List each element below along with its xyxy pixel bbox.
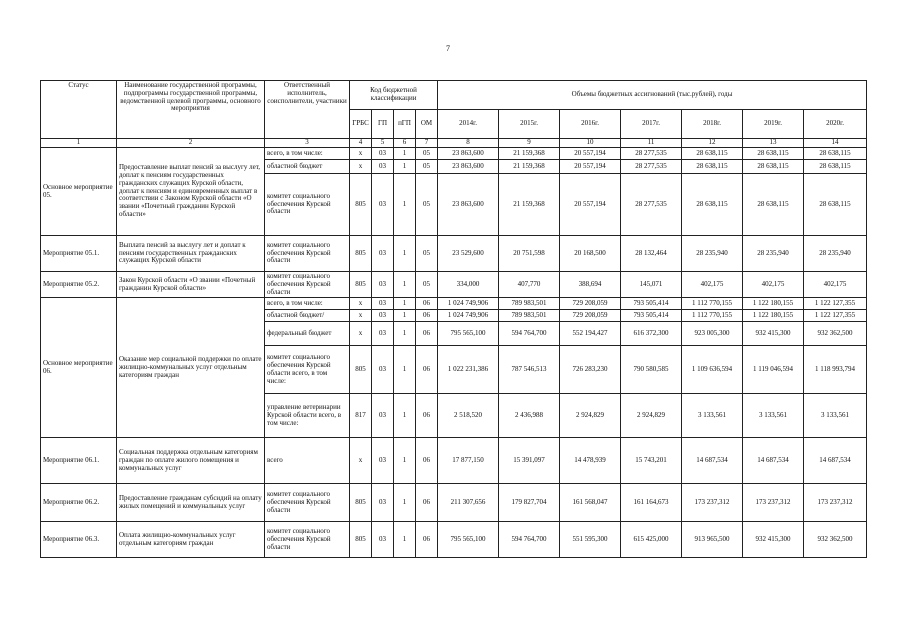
- cell-amount: 1 119 046,594: [743, 346, 804, 394]
- column-number: 8: [438, 139, 499, 148]
- cell-amount: 407,770: [499, 272, 560, 298]
- cell-amount: 913 965,500: [682, 522, 743, 558]
- cell-amount: 14 687,534: [743, 438, 804, 484]
- cell-amount: 616 372,300: [621, 322, 682, 346]
- cell-amount: 1 112 770,155: [682, 298, 743, 310]
- cell-om: 06: [416, 394, 438, 438]
- cell-pgp: 1: [394, 310, 416, 322]
- row-responsible: областной бюджет/: [265, 310, 350, 322]
- cell-amount: 28 638,115: [804, 148, 867, 160]
- header-year: 2019г.: [743, 110, 804, 139]
- cell-amount: 173 237,312: [804, 484, 867, 522]
- row-name: Предоставление выплат пенсий за выслугу лет, доплат к пенсиям государственных гражданских служащих Курской области, доплат к пенсиям и единовременных выплат в соответствии с Законом Курской области «О звании «Почетный гражданин Курской области»: [117, 148, 265, 236]
- cell-amount: 2 436,988: [499, 394, 560, 438]
- column-number: 13: [743, 139, 804, 148]
- column-number: 5: [372, 139, 394, 148]
- cell-om: 05: [416, 148, 438, 160]
- column-number: 2: [117, 139, 265, 148]
- cell-amount: 28 638,115: [682, 160, 743, 174]
- table-row: [41, 298, 867, 310]
- cell-amount: 789 983,501: [499, 298, 560, 310]
- cell-gp: 03: [372, 522, 394, 558]
- cell-amount: 334,000: [438, 272, 499, 298]
- cell-om: 06: [416, 438, 438, 484]
- cell-om: 06: [416, 522, 438, 558]
- row-status: Мероприятие 06.3.: [41, 522, 117, 558]
- column-number: 6: [394, 139, 416, 148]
- cell-amount: 729 208,059: [560, 298, 621, 310]
- cell-om: 05: [416, 174, 438, 236]
- cell-gp: 03: [372, 322, 394, 346]
- cell-amount: 14 478,939: [560, 438, 621, 484]
- cell-amount: 1 022 231,386: [438, 346, 499, 394]
- cell-amount: 161 568,047: [560, 484, 621, 522]
- table-row: [41, 148, 867, 160]
- cell-amount: 28 638,115: [743, 160, 804, 174]
- cell-pgp: 1: [394, 346, 416, 394]
- column-number: 10: [560, 139, 621, 148]
- row-responsible: всего, в том числе:: [265, 148, 350, 160]
- column-number: 3: [265, 139, 350, 148]
- cell-amount: 932 415,300: [743, 522, 804, 558]
- column-number: 9: [499, 139, 560, 148]
- cell-amount: 14 687,534: [682, 438, 743, 484]
- cell-amount: 15 743,201: [621, 438, 682, 484]
- cell-amount: 1 122 127,355: [804, 310, 867, 322]
- column-number: 4: [350, 139, 372, 148]
- cell-amount: 23 863,600: [438, 148, 499, 160]
- cell-gp: 03: [372, 346, 394, 394]
- cell-gp: 03: [372, 148, 394, 160]
- header-year: 2014г.: [438, 110, 499, 139]
- row-status: Основное мероприятие 06.: [41, 298, 117, 438]
- cell-gp: 03: [372, 160, 394, 174]
- cell-amount: 1 024 749,906: [438, 310, 499, 322]
- header-gp: ГП: [372, 110, 394, 139]
- cell-amount: 28 638,115: [682, 148, 743, 160]
- cell-amount: 1 118 993,794: [804, 346, 867, 394]
- cell-amount: 2 924,829: [560, 394, 621, 438]
- cell-amount: 615 425,000: [621, 522, 682, 558]
- cell-grbs: 817: [350, 394, 372, 438]
- cell-pgp: 1: [394, 160, 416, 174]
- row-responsible: всего, в том числе:: [265, 298, 350, 310]
- cell-amount: 20 751,598: [499, 236, 560, 272]
- page-number: 7: [446, 44, 450, 53]
- cell-amount: 21 159,368: [499, 160, 560, 174]
- header-grbs: ГРБС: [350, 110, 372, 139]
- cell-amount: 1 109 636,594: [682, 346, 743, 394]
- cell-amount: 28 638,115: [804, 160, 867, 174]
- cell-amount: 23 529,600: [438, 236, 499, 272]
- cell-amount: 28 277,535: [621, 160, 682, 174]
- cell-amount: 20 168,500: [560, 236, 621, 272]
- header-pgp: пГП: [394, 110, 416, 139]
- cell-gp: 03: [372, 236, 394, 272]
- cell-amount: 552 194,427: [560, 322, 621, 346]
- cell-amount: 17 877,150: [438, 438, 499, 484]
- cell-grbs: х: [350, 438, 372, 484]
- cell-amount: 932 362,500: [804, 322, 867, 346]
- cell-amount: 23 863,600: [438, 160, 499, 174]
- row-responsible: всего: [265, 438, 350, 484]
- cell-om: 06: [416, 322, 438, 346]
- cell-pgp: 1: [394, 438, 416, 484]
- header-name: Наименование государственной программы, подпрограммы государственной программы, ведомственной целевой программы, основного мероприятия: [117, 81, 265, 139]
- budget-table: [40, 80, 867, 558]
- cell-pgp: 1: [394, 522, 416, 558]
- cell-om: 05: [416, 272, 438, 298]
- cell-amount: 3 133,561: [804, 394, 867, 438]
- cell-amount: 793 505,414: [621, 298, 682, 310]
- cell-amount: 21 159,368: [499, 148, 560, 160]
- cell-grbs: 805: [350, 484, 372, 522]
- cell-amount: 594 764,700: [499, 322, 560, 346]
- column-numbers-row: [41, 139, 867, 148]
- cell-amount: 726 283,230: [560, 346, 621, 394]
- row-responsible: федеральный бюджет: [265, 322, 350, 346]
- cell-amount: 28 638,115: [743, 148, 804, 160]
- row-status: Мероприятие 05.2.: [41, 272, 117, 298]
- cell-grbs: х: [350, 310, 372, 322]
- row-responsible: комитет социального обеспечения Курской области: [265, 484, 350, 522]
- header-budget-code: Код бюджетной классификации: [350, 81, 438, 110]
- cell-amount: 20 557,194: [560, 148, 621, 160]
- cell-amount: 20 557,194: [560, 174, 621, 236]
- header-year: 2020г.: [804, 110, 867, 139]
- cell-amount: 14 687,534: [804, 438, 867, 484]
- row-name: Закон Курской области «О звании «Почетный гражданин Курской области»: [117, 272, 265, 298]
- row-name: Социальная поддержка отдельным категориям граждан по оплате жилого помещения и коммунальных услуг: [117, 438, 265, 484]
- table-row: [41, 272, 867, 298]
- cell-pgp: 1: [394, 322, 416, 346]
- cell-amount: 2 518,520: [438, 394, 499, 438]
- cell-amount: 1 122 180,155: [743, 298, 804, 310]
- cell-amount: 173 237,312: [682, 484, 743, 522]
- cell-grbs: 805: [350, 522, 372, 558]
- row-responsible: комитет социального обеспечения Курской области: [265, 522, 350, 558]
- cell-amount: 211 307,656: [438, 484, 499, 522]
- column-number: 12: [682, 139, 743, 148]
- cell-gp: 03: [372, 484, 394, 522]
- cell-gp: 03: [372, 174, 394, 236]
- cell-amount: 145,071: [621, 272, 682, 298]
- cell-amount: 15 391,097: [499, 438, 560, 484]
- cell-amount: 729 208,059: [560, 310, 621, 322]
- cell-amount: 932 362,500: [804, 522, 867, 558]
- table-body: [41, 148, 867, 558]
- row-name: Оплата жилищно-коммунальных услуг отдельным категориям граждан: [117, 522, 265, 558]
- row-status: Мероприятие 06.1.: [41, 438, 117, 484]
- cell-amount: 21 159,368: [499, 174, 560, 236]
- table-row: [41, 236, 867, 272]
- cell-amount: 402,175: [682, 272, 743, 298]
- row-responsible: областной бюджет: [265, 160, 350, 174]
- column-number: 7: [416, 139, 438, 148]
- cell-amount: 787 546,513: [499, 346, 560, 394]
- row-name: Оказание мер социальной поддержки по оплате жилищно-коммунальных услуг отдельным категориям граждан: [117, 298, 265, 438]
- cell-om: 06: [416, 484, 438, 522]
- cell-amount: 173 237,312: [743, 484, 804, 522]
- cell-amount: 932 415,300: [743, 322, 804, 346]
- cell-amount: 793 505,414: [621, 310, 682, 322]
- row-responsible: управление ветеринарии Курской области всего, в том числе:: [265, 394, 350, 438]
- cell-gp: 03: [372, 298, 394, 310]
- row-name: Предоставление гражданам субсидий на оплату жилых помещений и коммунальных услуг: [117, 484, 265, 522]
- cell-grbs: 805: [350, 236, 372, 272]
- cell-amount: 28 235,940: [682, 236, 743, 272]
- cell-pgp: 1: [394, 394, 416, 438]
- cell-pgp: 1: [394, 236, 416, 272]
- header-year: 2016г.: [560, 110, 621, 139]
- row-responsible: комитет социального обеспечения Курской области: [265, 236, 350, 272]
- cell-amount: 28 277,535: [621, 148, 682, 160]
- row-status: Мероприятие 05.1.: [41, 236, 117, 272]
- cell-amount: 3 133,561: [682, 394, 743, 438]
- column-number: 1: [41, 139, 117, 148]
- cell-pgp: 1: [394, 484, 416, 522]
- cell-amount: 388,694: [560, 272, 621, 298]
- cell-om: 06: [416, 346, 438, 394]
- cell-amount: 23 863,600: [438, 174, 499, 236]
- header-year: 2017г.: [621, 110, 682, 139]
- cell-amount: 789 983,501: [499, 310, 560, 322]
- cell-amount: 551 595,300: [560, 522, 621, 558]
- cell-om: 06: [416, 310, 438, 322]
- header-year: 2015г.: [499, 110, 560, 139]
- cell-amount: 28 277,535: [621, 174, 682, 236]
- cell-amount: 1 112 770,155: [682, 310, 743, 322]
- row-responsible: комитет социального обеспечения Курской области: [265, 174, 350, 236]
- cell-amount: 3 133,561: [743, 394, 804, 438]
- cell-gp: 03: [372, 394, 394, 438]
- cell-pgp: 1: [394, 272, 416, 298]
- cell-grbs: х: [350, 298, 372, 310]
- cell-gp: 03: [372, 310, 394, 322]
- cell-pgp: 1: [394, 148, 416, 160]
- cell-amount: 402,175: [804, 272, 867, 298]
- cell-grbs: 805: [350, 272, 372, 298]
- cell-amount: 594 764,700: [499, 522, 560, 558]
- cell-pgp: 1: [394, 298, 416, 310]
- cell-om: 05: [416, 160, 438, 174]
- column-number: 14: [804, 139, 867, 148]
- cell-amount: 28 638,115: [743, 174, 804, 236]
- cell-amount: 2 924,829: [621, 394, 682, 438]
- cell-amount: 790 580,585: [621, 346, 682, 394]
- header-volumes: Объемы бюджетных ассигнований (тыс.рублей), годы: [438, 81, 867, 110]
- header-responsible: Ответственный исполнитель, соисполнители, участники: [265, 81, 350, 139]
- cell-amount: 402,175: [743, 272, 804, 298]
- cell-amount: 28 132,464: [621, 236, 682, 272]
- cell-grbs: 805: [350, 174, 372, 236]
- cell-grbs: х: [350, 148, 372, 160]
- cell-amount: 28 235,940: [804, 236, 867, 272]
- cell-pgp: 1: [394, 174, 416, 236]
- cell-grbs: х: [350, 322, 372, 346]
- table-row: [41, 438, 867, 484]
- cell-gp: 03: [372, 438, 394, 484]
- column-number: 11: [621, 139, 682, 148]
- cell-amount: 1 122 127,355: [804, 298, 867, 310]
- cell-amount: 179 827,704: [499, 484, 560, 522]
- cell-amount: 923 005,300: [682, 322, 743, 346]
- header-om: ОМ: [416, 110, 438, 139]
- table-row: [41, 484, 867, 522]
- row-status: Мероприятие 06.2.: [41, 484, 117, 522]
- cell-gp: 03: [372, 272, 394, 298]
- cell-amount: 795 565,100: [438, 522, 499, 558]
- cell-amount: 161 164,673: [621, 484, 682, 522]
- cell-amount: 28 638,115: [804, 174, 867, 236]
- cell-amount: 1 024 749,906: [438, 298, 499, 310]
- cell-grbs: х: [350, 160, 372, 174]
- header-year: 2018г.: [682, 110, 743, 139]
- cell-amount: 1 122 180,155: [743, 310, 804, 322]
- cell-amount: 28 235,940: [743, 236, 804, 272]
- row-name: Выплата пенсий за выслугу лет и доплат к пенсиям государственных гражданских служащих Курской области: [117, 236, 265, 272]
- table-row: [41, 522, 867, 558]
- row-status: Основное мероприятие 05.: [41, 148, 117, 236]
- cell-amount: 20 557,194: [560, 160, 621, 174]
- cell-om: 06: [416, 298, 438, 310]
- cell-amount: 795 565,100: [438, 322, 499, 346]
- row-responsible: комитет социального обеспечения Курской области: [265, 272, 350, 298]
- cell-grbs: 805: [350, 346, 372, 394]
- row-responsible: комитет социального обеспечения Курской области всего, в том числе:: [265, 346, 350, 394]
- cell-om: 05: [416, 236, 438, 272]
- header-status: Статус: [41, 81, 117, 139]
- cell-amount: 28 638,115: [682, 174, 743, 236]
